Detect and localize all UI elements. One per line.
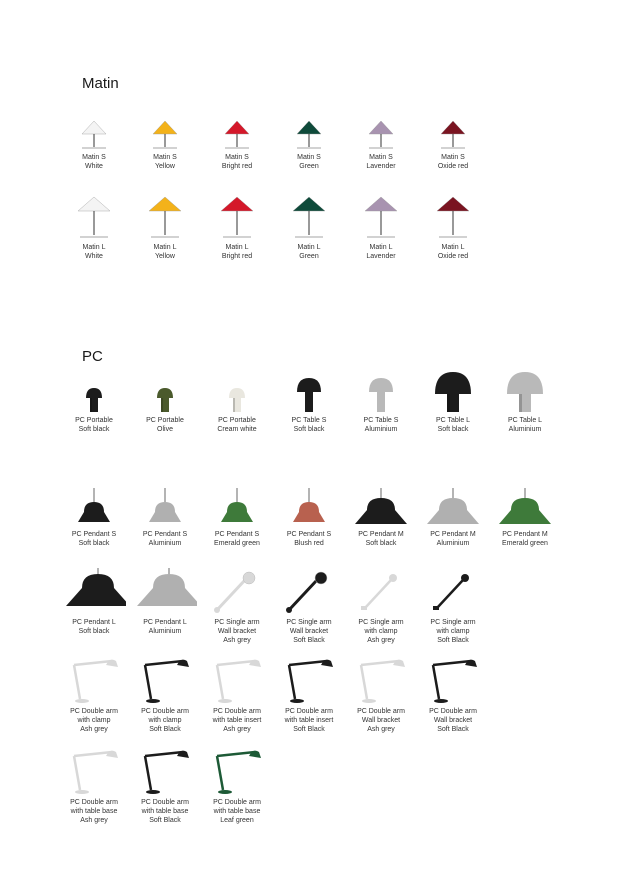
caption-line: PC Pendant S xyxy=(142,531,188,538)
caption-line: with table base xyxy=(141,808,189,815)
lamp-image xyxy=(349,195,413,241)
caption-line: PC Pendant S xyxy=(71,531,117,538)
caption-line: with table base xyxy=(213,808,261,815)
caption-line: PC Pendant L xyxy=(72,619,116,626)
caption-line: Oxide red xyxy=(437,253,469,260)
product-item[interactable] xyxy=(199,568,275,645)
lamp-image xyxy=(133,568,197,616)
product-item[interactable] xyxy=(56,117,132,171)
product-item[interactable] xyxy=(271,568,347,645)
product-caption xyxy=(415,243,491,261)
lamp-image xyxy=(349,488,413,528)
product-item[interactable] xyxy=(127,368,203,434)
product-caption xyxy=(199,243,275,261)
product-caption xyxy=(199,530,275,548)
product-caption xyxy=(343,153,419,171)
caption-line: PC Pendant M xyxy=(502,531,548,538)
caption-line: with table insert xyxy=(284,717,334,724)
caption-line: White xyxy=(85,163,103,170)
product-caption xyxy=(487,530,563,548)
lamp-image xyxy=(133,195,197,241)
product-caption xyxy=(415,618,491,645)
caption-line: Ash grey xyxy=(223,726,251,733)
product-item[interactable] xyxy=(271,195,347,261)
product-caption xyxy=(271,530,347,548)
caption-line: Soft Black xyxy=(149,726,181,733)
caption-line: Matin S xyxy=(369,154,393,161)
product-caption xyxy=(271,153,347,171)
product-caption xyxy=(487,416,563,434)
caption-line: Blush red xyxy=(294,540,324,547)
product-caption xyxy=(415,530,491,548)
caption-line: Matin L xyxy=(82,244,106,251)
caption-line: Matin L xyxy=(225,244,249,251)
caption-line: Matin L xyxy=(441,244,465,251)
product-caption xyxy=(127,707,203,734)
caption-line: PC Pendant L xyxy=(143,619,187,626)
caption-line: Matin S xyxy=(441,154,465,161)
caption-line: Soft Black xyxy=(293,726,325,733)
product-item[interactable] xyxy=(199,655,275,734)
product-item[interactable] xyxy=(343,655,419,734)
product-item[interactable] xyxy=(343,368,419,434)
product-caption xyxy=(127,416,203,434)
caption-line: PC Portable xyxy=(146,417,184,424)
lamp-image xyxy=(421,117,485,151)
lamp-image xyxy=(421,488,485,528)
caption-line: PC Pendant M xyxy=(358,531,404,538)
lamp-image xyxy=(277,368,341,414)
caption-line: PC Double arm xyxy=(213,799,261,806)
product-caption xyxy=(415,416,491,434)
caption-line: Aluminium xyxy=(364,426,398,433)
caption-line: PC Single arm xyxy=(286,619,332,626)
product-caption xyxy=(343,243,419,261)
product-caption xyxy=(56,618,132,636)
caption-line: Bright red xyxy=(221,253,253,260)
caption-line: Lavender xyxy=(366,253,396,260)
product-item[interactable] xyxy=(487,368,563,434)
caption-line: PC Double arm xyxy=(213,708,261,715)
product-caption xyxy=(199,798,275,825)
lamp-image xyxy=(133,655,197,705)
caption-line: Ash grey xyxy=(80,726,108,733)
lamp-image xyxy=(349,655,413,705)
caption-line: Matin L xyxy=(153,244,177,251)
caption-line: Yellow xyxy=(155,163,175,170)
product-caption xyxy=(415,153,491,171)
caption-line: PC Pendant S xyxy=(214,531,260,538)
product-caption xyxy=(56,243,132,261)
lamp-image xyxy=(205,368,269,414)
caption-line: Aluminium xyxy=(436,540,470,547)
product-item[interactable] xyxy=(415,195,491,261)
product-item[interactable] xyxy=(343,117,419,171)
caption-line: Emerald green xyxy=(214,540,260,547)
caption-line: Soft black xyxy=(78,628,110,635)
caption-line: PC Portable xyxy=(75,417,113,424)
product-caption xyxy=(127,798,203,825)
lamp-image xyxy=(277,117,341,151)
product-caption xyxy=(199,707,275,734)
caption-line: Cream white xyxy=(217,426,257,433)
caption-line: Ash grey xyxy=(367,637,395,644)
lamp-image xyxy=(205,117,269,151)
caption-line: PC Portable xyxy=(218,417,256,424)
lamp-image xyxy=(62,195,126,241)
product-item[interactable] xyxy=(199,117,275,171)
product-item[interactable] xyxy=(199,746,275,825)
caption-line: PC Double arm xyxy=(141,799,189,806)
product-item[interactable] xyxy=(56,195,132,261)
caption-line: Matin L xyxy=(369,244,393,251)
product-item[interactable] xyxy=(127,655,203,734)
section-title-pc: PC xyxy=(82,348,103,365)
product-item[interactable] xyxy=(271,655,347,734)
lamp-image xyxy=(205,568,269,616)
caption-line: Soft black xyxy=(78,540,110,547)
product-caption xyxy=(56,530,132,548)
lamp-image xyxy=(205,195,269,241)
caption-line: PC Single arm xyxy=(214,619,260,626)
caption-line: Ash grey xyxy=(80,817,108,824)
caption-line: Matin S xyxy=(297,154,321,161)
product-item[interactable] xyxy=(56,655,132,734)
product-caption xyxy=(271,243,347,261)
product-item[interactable] xyxy=(343,568,419,645)
caption-line: Matin S xyxy=(82,154,106,161)
caption-line: Aluminium xyxy=(148,628,182,635)
lamp-image xyxy=(349,568,413,616)
product-item[interactable] xyxy=(127,117,203,171)
lamp-image xyxy=(62,488,126,528)
lamp-image xyxy=(133,488,197,528)
product-caption xyxy=(199,416,275,434)
caption-line: Ash grey xyxy=(223,637,251,644)
caption-line: PC Double arm xyxy=(285,708,333,715)
caption-line: PC Double arm xyxy=(70,708,118,715)
product-item[interactable] xyxy=(199,368,275,434)
caption-line: Soft Black xyxy=(149,817,181,824)
caption-line: Soft black xyxy=(365,540,397,547)
lamp-image xyxy=(277,655,341,705)
caption-line: Aluminium xyxy=(148,540,182,547)
product-item[interactable] xyxy=(127,195,203,261)
product-caption xyxy=(127,153,203,171)
caption-line: PC Double arm xyxy=(141,708,189,715)
caption-line: White xyxy=(85,253,103,260)
product-caption xyxy=(199,153,275,171)
lamp-image xyxy=(277,488,341,528)
lamp-image xyxy=(277,568,341,616)
caption-line: PC Single arm xyxy=(358,619,404,626)
lamp-image xyxy=(62,746,126,796)
caption-line: with clamp xyxy=(364,628,398,635)
caption-line: Soft Black xyxy=(437,726,469,733)
lamp-image xyxy=(421,568,485,616)
product-item[interactable] xyxy=(127,746,203,825)
caption-line: Soft black xyxy=(437,426,469,433)
product-caption xyxy=(343,416,419,434)
product-item[interactable] xyxy=(56,368,132,434)
caption-line: Oxide red xyxy=(437,163,469,170)
lamp-image xyxy=(205,655,269,705)
lamp-image xyxy=(133,368,197,414)
product-caption xyxy=(127,530,203,548)
caption-line: Yellow xyxy=(155,253,175,260)
product-item[interactable] xyxy=(199,195,275,261)
product-item[interactable] xyxy=(271,488,347,548)
caption-line: PC Single arm xyxy=(430,619,476,626)
product-item[interactable] xyxy=(199,488,275,548)
lamp-image xyxy=(349,117,413,151)
caption-line: PC Double arm xyxy=(70,799,118,806)
product-caption xyxy=(56,798,132,825)
product-caption xyxy=(199,618,275,645)
caption-line: Bright red xyxy=(221,163,253,170)
lamp-image xyxy=(205,746,269,796)
product-item[interactable] xyxy=(271,117,347,171)
caption-line: Emerald green xyxy=(502,540,548,547)
product-caption xyxy=(127,243,203,261)
product-item[interactable] xyxy=(415,117,491,171)
caption-line: Soft Black xyxy=(293,637,325,644)
caption-line: with clamp xyxy=(436,628,470,635)
caption-line: Ash grey xyxy=(367,726,395,733)
caption-line: with table insert xyxy=(212,717,262,724)
product-caption xyxy=(271,618,347,645)
product-item[interactable] xyxy=(415,568,491,645)
product-item[interactable] xyxy=(415,488,491,548)
product-caption xyxy=(56,416,132,434)
lamp-image xyxy=(133,746,197,796)
lamp-image xyxy=(133,117,197,151)
product-caption xyxy=(271,416,347,434)
lamp-image xyxy=(421,368,485,414)
product-item[interactable] xyxy=(343,195,419,261)
caption-line: with clamp xyxy=(148,717,182,724)
caption-line: Wall bracket xyxy=(217,628,257,635)
lamp-image xyxy=(62,117,126,151)
caption-line: Lavender xyxy=(366,163,396,170)
product-caption xyxy=(415,707,491,734)
product-item[interactable] xyxy=(343,488,419,548)
caption-line: Leaf green xyxy=(220,817,254,824)
product-caption xyxy=(127,618,203,636)
product-caption xyxy=(271,707,347,734)
product-caption xyxy=(343,618,419,645)
caption-line: Matin S xyxy=(153,154,177,161)
caption-line: PC Table S xyxy=(363,417,399,424)
caption-line: PC Double arm xyxy=(357,708,405,715)
lamp-image xyxy=(62,368,126,414)
product-item[interactable] xyxy=(415,368,491,434)
lamp-image xyxy=(62,568,126,616)
caption-line: with table base xyxy=(70,808,118,815)
lamp-image xyxy=(421,655,485,705)
caption-line: PC Table S xyxy=(291,417,327,424)
lamp-image xyxy=(62,655,126,705)
product-item[interactable] xyxy=(127,568,203,636)
product-caption xyxy=(56,707,132,734)
product-item[interactable] xyxy=(56,568,132,636)
caption-line: PC Table L xyxy=(435,417,471,424)
caption-line: with clamp xyxy=(77,717,111,724)
caption-line: PC Table L xyxy=(507,417,543,424)
caption-line: Soft black xyxy=(293,426,325,433)
caption-line: Matin S xyxy=(225,154,249,161)
product-caption xyxy=(56,153,132,171)
caption-line: Wall bracket xyxy=(289,628,329,635)
lamp-image xyxy=(277,195,341,241)
section-title-matin: Matin xyxy=(82,75,119,92)
product-caption xyxy=(343,707,419,734)
caption-line: Soft black xyxy=(78,426,110,433)
caption-line: Aluminium xyxy=(508,426,542,433)
product-item[interactable] xyxy=(487,488,563,548)
caption-line: Green xyxy=(299,163,319,170)
product-item[interactable] xyxy=(56,488,132,548)
caption-line: Soft Black xyxy=(437,637,469,644)
caption-line: PC Pendant M xyxy=(430,531,476,538)
product-caption xyxy=(343,530,419,548)
caption-line: PC Double arm xyxy=(429,708,477,715)
caption-line: Green xyxy=(299,253,319,260)
caption-line: Olive xyxy=(157,426,173,433)
lamp-image xyxy=(205,488,269,528)
lamp-image xyxy=(421,195,485,241)
caption-line: Wall bracket xyxy=(361,717,401,724)
product-item[interactable] xyxy=(415,655,491,734)
product-item[interactable] xyxy=(271,368,347,434)
lamp-image xyxy=(493,488,557,528)
product-item[interactable] xyxy=(56,746,132,825)
caption-line: PC Pendant S xyxy=(286,531,332,538)
caption-line: Wall bracket xyxy=(433,717,473,724)
caption-line: Matin L xyxy=(297,244,321,251)
product-item[interactable] xyxy=(127,488,203,548)
lamp-image xyxy=(349,368,413,414)
lamp-image xyxy=(493,368,557,414)
